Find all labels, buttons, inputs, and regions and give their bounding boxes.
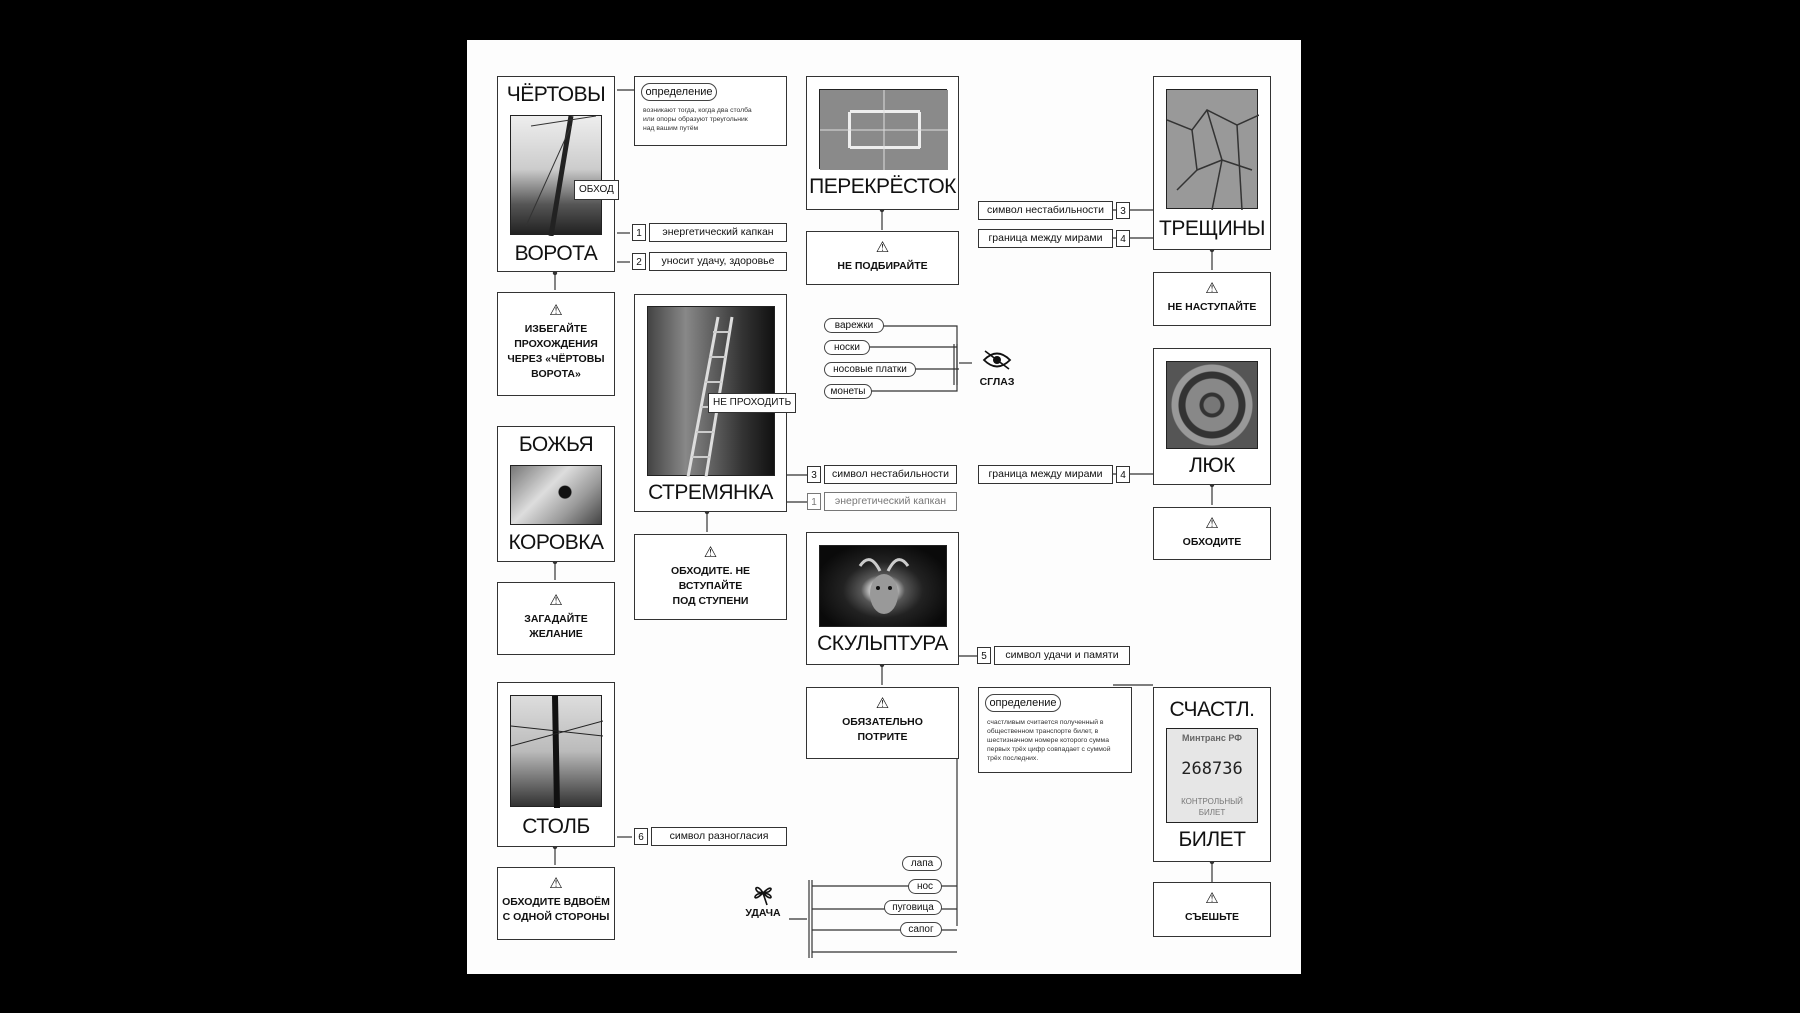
attr-number: 3	[807, 466, 821, 483]
warning-bilet	[1153, 882, 1271, 937]
udacha-item: лапа	[902, 856, 942, 871]
warning-triangle-icon: ⚠	[549, 592, 563, 609]
card-bilet	[1153, 687, 1271, 862]
warning-skulptura	[806, 687, 959, 759]
card-title: ПЕРЕКРЁСТОК	[809, 175, 956, 198]
card-title: ЧЁРТОВЫ	[506, 83, 606, 106]
card-treshchiny	[1153, 76, 1271, 250]
tag-ne-prokhodit: НЕ ПРОХОДИТЬ	[708, 393, 796, 413]
attr-number: 3	[1116, 202, 1130, 219]
ticket-footer: КОНТРОЛЬНЫЙ	[1181, 797, 1243, 806]
attr-number: 4	[1116, 230, 1130, 247]
attr-label: уносит удачу, здоровье	[649, 252, 787, 271]
card-title: ВОРОТА	[514, 242, 598, 265]
warning-triangle-icon: ⚠	[549, 875, 563, 892]
attr-label: символ нестабильности	[824, 465, 957, 484]
sglaz-item: носки	[824, 340, 870, 355]
warning-text: ОБХОДИТЕ	[1182, 536, 1242, 548]
warning-text: ОБХОДИТЕ ВДВОЁМ С ОДНОЙ СТОРОНЫ	[502, 896, 610, 923]
warning-perekrestok	[806, 231, 959, 285]
warning-text: НЕ НАСТУПАЙТЕ	[1167, 301, 1257, 313]
photo-manhole	[1166, 361, 1258, 449]
card-stolb	[497, 682, 615, 847]
photo-sculpture	[819, 545, 947, 627]
card-title: СТРЕМЯНКА	[648, 481, 773, 504]
card-title: ТРЕЩИНЫ	[1159, 217, 1265, 240]
warning-text: НЕ ПОДБИРАЙТЕ	[837, 260, 928, 272]
photo-ticket	[1166, 728, 1258, 823]
warning-text: ИЗБЕГАЙТЕ ПРОХОЖДЕНИЯ ЧЕРЕЗ «ЧЁРТОВЫ ВОРОТА»	[507, 323, 605, 380]
definition-text: счастливым считается полученный в общественном транспорте билет, в шестизначном номере которого сумма первых трёх цифр совпадает с суммой трёх последних.	[987, 719, 1111, 762]
warning-text: ЗАГАДАЙТЕ ЖЕЛАНИЕ	[524, 613, 588, 640]
udacha-label: УДАЧА	[745, 907, 781, 919]
warning-triangle-icon: ⚠	[875, 239, 890, 256]
card-skulptura	[806, 532, 959, 665]
warning-triangle-icon: ⚠	[549, 302, 563, 319]
photo-ladybug	[510, 465, 602, 525]
attr-number: 2	[632, 253, 646, 270]
ladder-drawing	[648, 307, 776, 477]
attr-label: символ удачи и памяти	[994, 646, 1130, 665]
definition-bilet	[978, 687, 1132, 773]
udacha-item: нос	[908, 879, 942, 894]
attr-label: энергетический капкан	[649, 223, 787, 242]
card-title: СЧАСТЛ.	[1169, 698, 1255, 721]
photo-poles	[510, 115, 602, 235]
sglaz-item: варежки	[824, 318, 884, 333]
definition-label: определение	[985, 694, 1061, 712]
pole-drawing	[511, 696, 603, 808]
attr-label: граница между мирами	[978, 465, 1113, 484]
warning-triangle-icon: ⚠	[1205, 515, 1219, 532]
warning-lyuk	[1153, 507, 1271, 560]
attr-label: символ нестабильности	[978, 201, 1113, 220]
card-title: СТОЛБ	[522, 815, 590, 838]
eye-icon	[982, 349, 1012, 371]
udacha-item: пуговица	[884, 900, 942, 915]
sglaz-item: монеты	[824, 384, 872, 399]
attr-number: 1	[632, 224, 646, 241]
card-chertovy-vorota	[497, 76, 615, 272]
tag-obkhod: ОБХОД	[574, 180, 619, 200]
ticket-footer: БИЛЕТ	[1198, 808, 1226, 817]
card-title: ЛЮК	[1189, 454, 1235, 477]
definition-label: определение	[641, 83, 717, 101]
photo-cracks	[1166, 89, 1258, 209]
warning-text: СЪЕШЬТЕ	[1184, 911, 1240, 923]
ticket-number: 268736	[1181, 759, 1243, 779]
warning-text: ОБЯЗАТЕЛЬНО ПОТРИТЕ	[842, 716, 923, 743]
definition-chertovy-vorota	[634, 76, 787, 146]
warning-stremyanka	[634, 534, 787, 620]
card-title: СКУЛЬПТУРА	[817, 632, 948, 655]
ticket-header: Минтранс РФ	[1182, 733, 1242, 743]
photo-ladder	[647, 306, 775, 476]
warning-bozhya-korovka	[497, 582, 615, 655]
card-title: БОЖЬЯ	[518, 433, 594, 456]
sglaz-item: носовые платки	[824, 362, 916, 377]
warning-stolb	[497, 867, 615, 940]
definition-text: возникают тогда, когда два столба или опоры образуют треугольник над вашим путём	[643, 107, 752, 132]
goat-drawing	[820, 546, 948, 628]
attr-label: граница между мирами	[978, 229, 1113, 248]
attr-number: 5	[977, 647, 991, 664]
warning-triangle-icon: ⚠	[1205, 890, 1219, 907]
crossroads-drawing	[820, 90, 948, 170]
sglaz-label: СГЛАЗ	[979, 376, 1015, 388]
attr-label: символ разногласия	[651, 827, 787, 846]
clover-icon	[750, 880, 776, 906]
warning-text: ОБХОДИТЕ. НЕ ВСТУПАЙТЕ ПОД СТУПЕНИ	[670, 565, 751, 607]
photo-pole	[510, 695, 602, 807]
photo-crossroads	[819, 89, 947, 169]
warning-triangle-icon: ⚠	[703, 544, 718, 561]
attr-number: 1	[807, 493, 821, 510]
card-stremyanka	[634, 294, 792, 512]
attr-number: 4	[1116, 466, 1130, 483]
warning-triangle-icon: ⚠	[875, 695, 890, 712]
card-perekrestok	[806, 76, 959, 210]
warning-treshchiny	[1153, 272, 1271, 326]
attr-number: 6	[634, 828, 648, 845]
warning-triangle-icon: ⚠	[1205, 280, 1219, 297]
pole-drawing	[511, 116, 603, 236]
attr-label: энергетический капкан	[824, 492, 957, 511]
card-title: БИЛЕТ	[1178, 828, 1246, 851]
cracks-drawing	[1167, 90, 1259, 210]
diagram-sheet	[467, 40, 1301, 974]
udacha-item: сапог	[900, 922, 942, 937]
warning-chertovy-vorota	[497, 292, 615, 396]
card-title: КОРОВКА	[508, 531, 604, 554]
card-lyuk	[1153, 348, 1271, 485]
card-bozhya-korovka	[497, 426, 615, 562]
